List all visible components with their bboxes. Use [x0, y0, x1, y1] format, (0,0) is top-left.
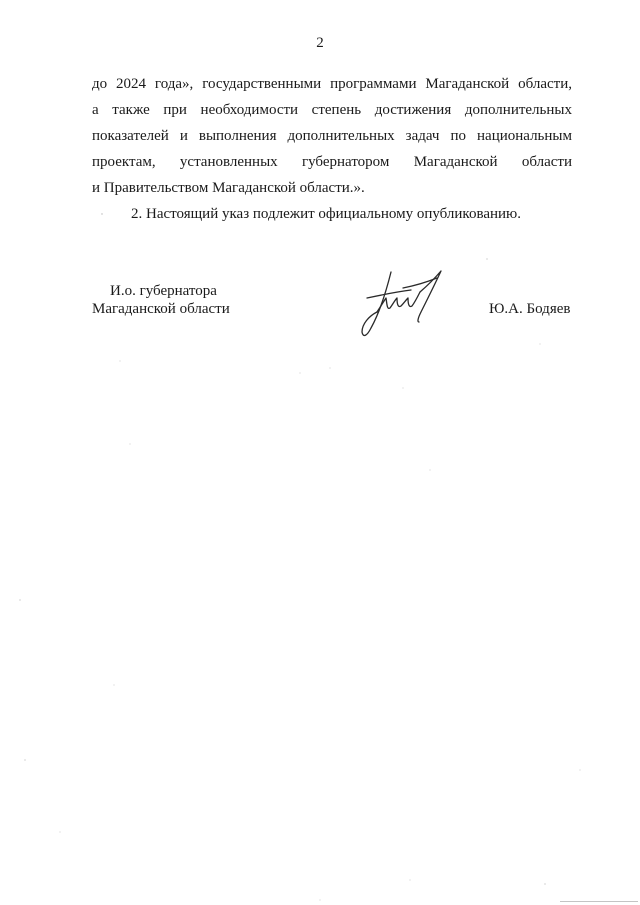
page-number: 2 [316, 35, 324, 51]
body-line: проектам, установленных губернатором Магаданской области [92, 154, 572, 170]
body-line: и Правительством Магаданской области.». [92, 180, 365, 196]
body-line: а также при необходимости степень достижения дополнительных [92, 102, 572, 118]
handwritten-signature [357, 268, 449, 340]
body-line: показателей и выполнения дополнительных задач по национальным [92, 128, 572, 144]
body-line-publication-clause: 2. Настоящий указ подлежит официальному опубликованию. [131, 206, 522, 222]
signatory-title-line-1: И.о. губернатора [110, 283, 217, 299]
body-line: до 2024 года», государственными программами Магаданской области, [92, 76, 572, 92]
signatory-title-line-2: Магаданской области [92, 301, 230, 317]
signatory-name: Ю.А. Бодяев [489, 301, 571, 317]
